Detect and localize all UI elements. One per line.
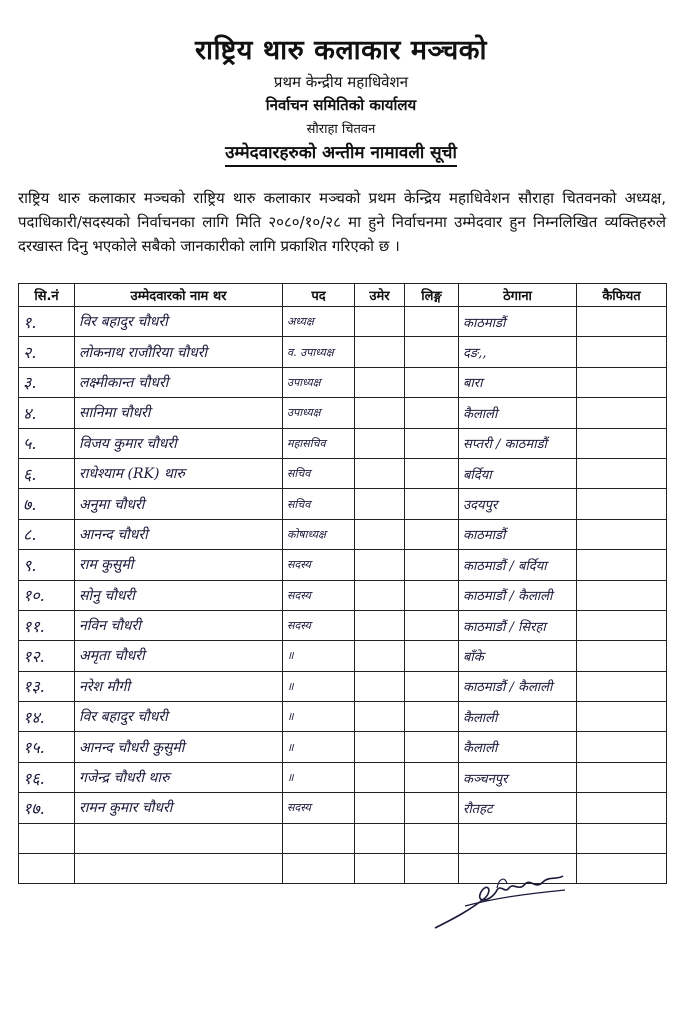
gender-cell [405,550,459,580]
post-cell: ॥ [283,702,355,732]
remarks-cell [577,762,667,792]
table-row [19,793,667,823]
remarks-cell [577,519,667,549]
post-cell: उपाध्यक्ष [283,398,355,428]
header-serial: सि.नं [19,284,75,307]
age-cell [355,307,405,337]
header-address: ठेगाना [459,284,577,307]
table-row [19,398,667,428]
age-cell [355,367,405,397]
header-age: उमेर [355,284,405,307]
name-cell: लोकनाथ राजौरिया चौधरी [75,337,283,367]
serial-cell: १७. [19,793,75,823]
empty-cell [355,854,405,884]
candidate-table [18,283,667,884]
age-cell [355,641,405,671]
address-cell: बारा [459,367,577,397]
name-cell: सानिमा चौधरी [75,398,283,428]
event-name: प्रथम केन्द्रीय महाधिवेशन [273,73,409,91]
serial-cell: ३. [19,367,75,397]
post-cell: व. उपाध्यक्ष [283,337,355,367]
table-row [19,732,667,762]
serial-cell: ५. [19,428,75,458]
gender-cell [405,641,459,671]
serial-cell: २. [19,337,75,367]
empty-cell [355,823,405,853]
name-cell: रामन कुमार चौधरी [75,793,283,823]
gender-cell [405,367,459,397]
empty-cell [75,823,283,853]
table-row [19,671,667,701]
table-row [19,580,667,610]
remarks-cell [577,307,667,337]
post-cell: अध्यक्ष [283,307,355,337]
table-row [19,702,667,732]
empty-cell [283,823,355,853]
remarks-cell [577,793,667,823]
gender-cell [405,610,459,640]
serial-cell: १४. [19,702,75,732]
serial-cell: १. [19,307,75,337]
address-cell: कैलाली [459,732,577,762]
age-cell [355,337,405,367]
address-cell: काठमाडौं [459,519,577,549]
gender-cell [405,580,459,610]
remarks-cell [577,580,667,610]
name-cell: सोनु चौधरी [75,580,283,610]
serial-cell: ८. [19,519,75,549]
table-row [19,367,667,397]
age-cell [355,671,405,701]
name-cell: आनन्द चौधरी कुसुमी [75,732,283,762]
table-row [19,337,667,367]
remarks-cell [577,489,667,519]
serial-cell: ६. [19,458,75,488]
serial-cell: ४. [19,398,75,428]
remarks-cell [577,610,667,640]
address-cell: काठमाडौं / कैलाली [459,580,577,610]
address-cell: बर्दिया [459,458,577,488]
gender-cell [405,519,459,549]
header-name: उम्मेदवारको नाम थर [75,284,283,307]
name-cell: गजेन्द्र चौधरी थारु [75,762,283,792]
age-cell [355,732,405,762]
gender-cell [405,702,459,732]
post-cell: ॥ [283,762,355,792]
notice-paragraph: राष्ट्रिय थारु कलाकार मञ्चको राष्ट्रिय थारु कलाकार मञ्चको प्रथम केन्द्रिय महाधिवेशन सौराहा चितवनको अध्यक्ष, पदाधिकारी/सदस्यको निर्वाचनका लागि मिति २०८०/१०/२८ मा हुने निर्वाचनमा उम्मेदवार हुन निम्नलिखित व्यक्तिहरुले दरखास्त दिनु भएकोले सबैको जानकारीको लागि प्रकाशित गरिएको छ । [18,189,666,255]
remarks-cell [577,337,667,367]
name-cell: राधेश्याम (RK) थारु [75,458,283,488]
list-heading-text: उम्मेदवारहरुको अन्तीम नामावली सूची [225,143,457,167]
office-location: सौराहा चितवन [306,122,376,137]
address-cell: सप्तरी / काठमाडौं [459,428,577,458]
table-row [19,762,667,792]
address-cell: दङ,, [459,337,577,367]
address-cell: काठमाडौं / बर्दिया [459,550,577,580]
serial-cell: १६. [19,762,75,792]
age-cell [355,428,405,458]
name-cell: राम कुसुमी [75,550,283,580]
remarks-cell [577,428,667,458]
serial-cell: १३. [19,671,75,701]
name-cell: विर बहादुर चौधरी [75,702,283,732]
gender-cell [405,307,459,337]
signature [425,868,575,938]
office-name: निर्वाचन समितिको कार्यालय [265,96,417,114]
post-cell: उपाध्यक्ष [283,367,355,397]
table-row [19,458,667,488]
name-cell: आनन्द चौधरी [75,519,283,549]
name-cell: नविन चौधरी [75,610,283,640]
post-cell: सदस्य [283,610,355,640]
age-cell [355,458,405,488]
age-cell [355,702,405,732]
gender-cell [405,671,459,701]
post-cell: ॥ [283,641,355,671]
post-cell: ॥ [283,732,355,762]
empty-cell [577,823,667,853]
table-row [19,428,667,458]
age-cell [355,610,405,640]
serial-cell: ११. [19,610,75,640]
empty-cell [283,854,355,884]
age-cell [355,489,405,519]
address-cell: बाँके [459,641,577,671]
post-cell: महासचिव [283,428,355,458]
serial-cell: १०. [19,580,75,610]
table-row [19,550,667,580]
serial-cell: १५. [19,732,75,762]
table-row [19,641,667,671]
remarks-cell [577,732,667,762]
name-cell: नरेश मौगी [75,671,283,701]
post-cell: सदस्य [283,550,355,580]
address-cell: कैलाली [459,398,577,428]
age-cell [355,519,405,549]
remarks-cell [577,550,667,580]
name-cell: विजय कुमार चौधरी [75,428,283,458]
post-cell: सचिव [283,489,355,519]
remarks-cell [577,458,667,488]
empty-cell [577,854,667,884]
table-row [19,307,667,337]
serial-cell: ७. [19,489,75,519]
empty-cell [405,823,459,853]
table-row [19,489,667,519]
address-cell: काठमाडौं / कैलाली [459,671,577,701]
address-cell: कैलाली [459,702,577,732]
gender-cell [405,793,459,823]
address-cell: कञ्चनपुर [459,762,577,792]
table-header-row [19,284,667,307]
post-cell: सचिव [283,458,355,488]
name-cell: लक्ष्मीकान्त चौधरी [75,367,283,397]
empty-cell [75,854,283,884]
remarks-cell [577,702,667,732]
age-cell [355,762,405,792]
serial-cell: ९. [19,550,75,580]
gender-cell [405,489,459,519]
gender-cell [405,458,459,488]
gender-cell [405,398,459,428]
header-gender: लिङ्ग [405,284,459,307]
name-cell: अमृता चौधरी [75,641,283,671]
remarks-cell [577,671,667,701]
remarks-cell [577,641,667,671]
age-cell [355,793,405,823]
remarks-cell [577,367,667,397]
name-cell: विर बहादुर चौधरी [75,307,283,337]
address-cell: उदयपुर [459,489,577,519]
empty-cell [459,823,577,853]
table-row [19,519,667,549]
gender-cell [405,732,459,762]
table-row-empty [19,823,667,853]
post-cell: सदस्य [283,580,355,610]
post-cell: ॥ [283,671,355,701]
list-heading [0,140,682,163]
serial-cell: १२. [19,641,75,671]
address-cell: काठमाडौं [459,307,577,337]
empty-cell [19,823,75,853]
post-cell: कोषाध्यक्ष [283,519,355,549]
empty-cell [19,854,75,884]
gender-cell [405,428,459,458]
age-cell [355,398,405,428]
gender-cell [405,337,459,367]
remarks-cell [577,398,667,428]
gender-cell [405,762,459,792]
name-cell: अनुमा चौधरी [75,489,283,519]
document-title: राष्ट्रिय थारु कलाकार मञ्चको [194,35,488,66]
age-cell [355,580,405,610]
address-cell: रौतहट [459,793,577,823]
post-cell: सदस्य [283,793,355,823]
header-post: पद [283,284,355,307]
age-cell [355,550,405,580]
header-remarks: कैफियत [577,284,667,307]
address-cell: काठमाडौं / सिरहा [459,610,577,640]
table-row [19,610,667,640]
